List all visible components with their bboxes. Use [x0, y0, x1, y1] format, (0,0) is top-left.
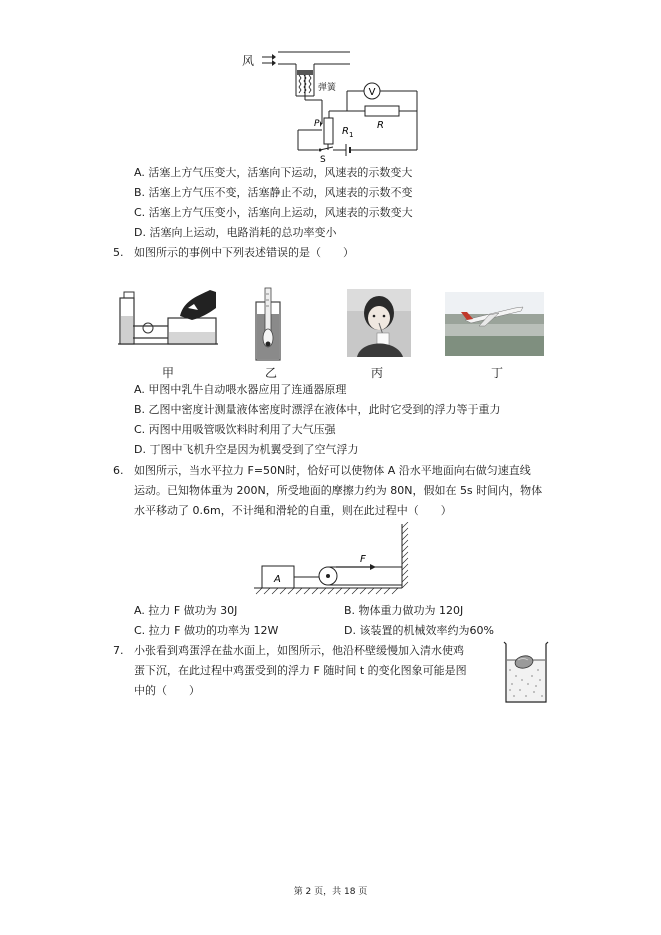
- airplane-takeoff-photo: [445, 292, 544, 356]
- q6-option-c: C. 拉力 F 做功的功率为 12W: [134, 624, 279, 637]
- r1-subscript: 1: [349, 131, 354, 139]
- q5-stem: 如图所示的事例中下列表述错误的是（ ）: [134, 246, 354, 259]
- page-footer: 第 2 页，共 18 页: [293, 887, 368, 897]
- q5-option-d: D. 丁图中飞机升空是因为机翼受到了空气浮力: [134, 443, 359, 456]
- caption-ding: 丁: [490, 366, 503, 380]
- caption-jia: 甲: [161, 366, 174, 380]
- r1-label: R: [342, 126, 349, 137]
- drinking-straw-photo: [347, 289, 411, 357]
- q4-option-a: A. 活塞上方气压变大，活塞向下运动，风速表的示数变大: [134, 166, 413, 179]
- q4-option-d: D. 活塞向上运动，电路消耗的总功率变小: [134, 226, 337, 239]
- q6-stem-line-3: 水平移动了 0.6m，不计绳和滑轮的自重，则在此过程中（ ）: [134, 504, 452, 517]
- q6-number: 6.: [113, 464, 124, 477]
- q4-option-c: C. 活塞上方气压变小，活塞向上运动，风速表的示数变大: [134, 206, 413, 219]
- block-a-label: A: [274, 574, 281, 585]
- q6-option-d: D. 该装置的机械效率约为60%: [344, 624, 494, 637]
- q5-number: 5.: [113, 246, 124, 259]
- q7-stem-line-2: 蛋下沉，在此过程中鸡蛋受到的浮力 F 随时间 t 的变化图象可能是图: [134, 664, 467, 677]
- wind-label: 风: [242, 54, 255, 68]
- caption-yi: 乙: [264, 366, 277, 380]
- q7-stem-line-1: 小张看到鸡蛋浮在盐水面上，如图所示，他沿杯壁缓慢加入清水使鸡: [134, 644, 464, 657]
- spring-label: 弹簧: [318, 83, 337, 93]
- r-label: R: [377, 120, 384, 131]
- q6-option-b: B. 物体重力做功为 120J: [344, 604, 464, 617]
- q5-option-a: A. 甲图中乳牛自动喂水器应用了连通器原理: [134, 383, 347, 396]
- q4-option-b: B. 活塞上方气压不变，活塞静止不动，风速表的示数不变: [134, 186, 413, 199]
- q6-option-a: A. 拉力 F 做功为 30J: [134, 604, 238, 617]
- caption-bing: 丙: [370, 366, 383, 380]
- p-label: P: [314, 119, 320, 129]
- cow-water-feeder-image: [118, 288, 218, 348]
- q6-stem-line-1: 如图所示，当水平拉力 F=50N时，恰好可以使物体 A 沿水平地面向右做匀速直线: [134, 464, 531, 477]
- hydrometer-image: [253, 286, 283, 362]
- voltmeter-label: V: [368, 87, 376, 98]
- q7-stem-line-3: 中的（ ）: [134, 684, 200, 697]
- q7-number: 7.: [113, 644, 124, 657]
- q5-option-b: B. 乙图中密度计测量液体密度时漂浮在液体中，此时它受到的浮力等于重力: [134, 403, 501, 416]
- wind-speed-circuit-figure: [236, 44, 426, 162]
- pulley-block-figure: [252, 522, 412, 598]
- beaker-egg-figure: [500, 640, 552, 704]
- q6-stem-line-2: 运动。已知物体重为 200N，所受地面的摩擦力约为 80N，假如在 5s 时间内，物体: [134, 484, 543, 497]
- force-f-label: F: [360, 554, 366, 565]
- q5-option-c: C. 丙图中用吸管吸饮料时利用了大气压强: [134, 423, 336, 436]
- switch-label: S: [320, 155, 326, 162]
